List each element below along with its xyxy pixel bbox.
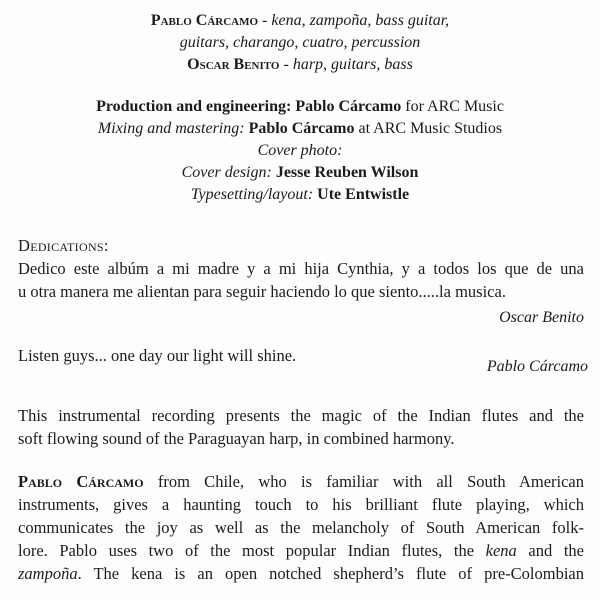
bio-text: lore. Pablo uses two of the most popular Indian flutes, the <box>18 541 486 560</box>
production-credits <box>0 96 600 206</box>
separator: - <box>258 12 272 29</box>
dedications-heading: Dedications: <box>18 236 109 255</box>
credit-cover-photo <box>0 140 600 162</box>
dedication-line: u otra manera me alientan para seguir haciendo lo que siento.....la musica. <box>18 282 506 301</box>
credit-label: Cover photo: <box>257 142 343 159</box>
bio-text: from Chile, who is familiar with all South American <box>143 472 584 491</box>
bio-text: and the <box>516 541 585 560</box>
musician-name: Oscar Benito <box>187 56 280 73</box>
bio-term: zampoña <box>18 564 78 583</box>
intro-line: soft flowing sound of the Paraguayan harp, in combined harmony. <box>18 429 455 448</box>
dedication-line: Dedico este albúm a mi madre y a mi hija Cynthia, y a todos los que de una <box>18 259 584 278</box>
credit-label: Production and engineering: <box>96 98 292 115</box>
credit-production <box>0 96 600 118</box>
bio-paragraph <box>18 470 584 585</box>
credit-name: Pablo Cárcamo <box>244 120 355 137</box>
credit-name: Ute Entwistle <box>313 186 410 203</box>
musician-role-continued: guitars, charango, cuatro, percussion <box>179 34 421 51</box>
credit-label: Mixing and mastering: <box>97 120 245 137</box>
bio-term: kena <box>485 541 517 560</box>
bio-text: . The kena is an open notched shepherd’s flute of pre-Colombian <box>77 564 584 583</box>
bio-line: instruments, gives a haunting touch to his brilliant flute playing, which <box>18 495 584 514</box>
bio-line <box>18 470 584 493</box>
credit-detail: for ARC Music <box>401 98 504 115</box>
dedications-section <box>18 234 584 303</box>
credit-name: Pablo Cárcamo <box>291 98 402 115</box>
signature-oscar: Oscar Benito <box>499 309 584 326</box>
musician-pablo <box>0 10 600 32</box>
bio-line: communicates the joy as well as the melancholy of South American folk- <box>18 518 584 537</box>
credit-detail: at ARC Music Studios <box>354 120 503 137</box>
credit-typesetting <box>0 184 600 206</box>
musician-credits <box>0 10 600 76</box>
bio-name: Pablo Cárcamo <box>18 472 144 491</box>
musician-role: harp, guitars, bass <box>292 56 413 73</box>
bio-line <box>18 562 584 585</box>
intro-paragraph <box>18 404 584 450</box>
credit-label: Typesetting/layout: <box>190 186 314 203</box>
musician-role: kena, zampoña, bass guitar, <box>271 12 450 29</box>
musician-oscar <box>0 54 600 76</box>
credit-mixing <box>0 118 600 140</box>
intro-line: This instrumental recording presents the magic of the Indian flutes and the <box>18 406 584 425</box>
signature-pablo: Pablo Cárcamo <box>486 358 588 375</box>
separator: - <box>279 56 293 73</box>
musician-name: Pablo Cárcamo <box>150 12 259 29</box>
dedication-line: Listen guys... one day our light will shine. <box>18 346 297 365</box>
credit-cover-design <box>0 162 600 184</box>
credit-name: Jesse Reuben Wilson <box>271 164 419 181</box>
bio-line <box>18 539 584 562</box>
credit-label: Cover design: <box>181 164 272 181</box>
